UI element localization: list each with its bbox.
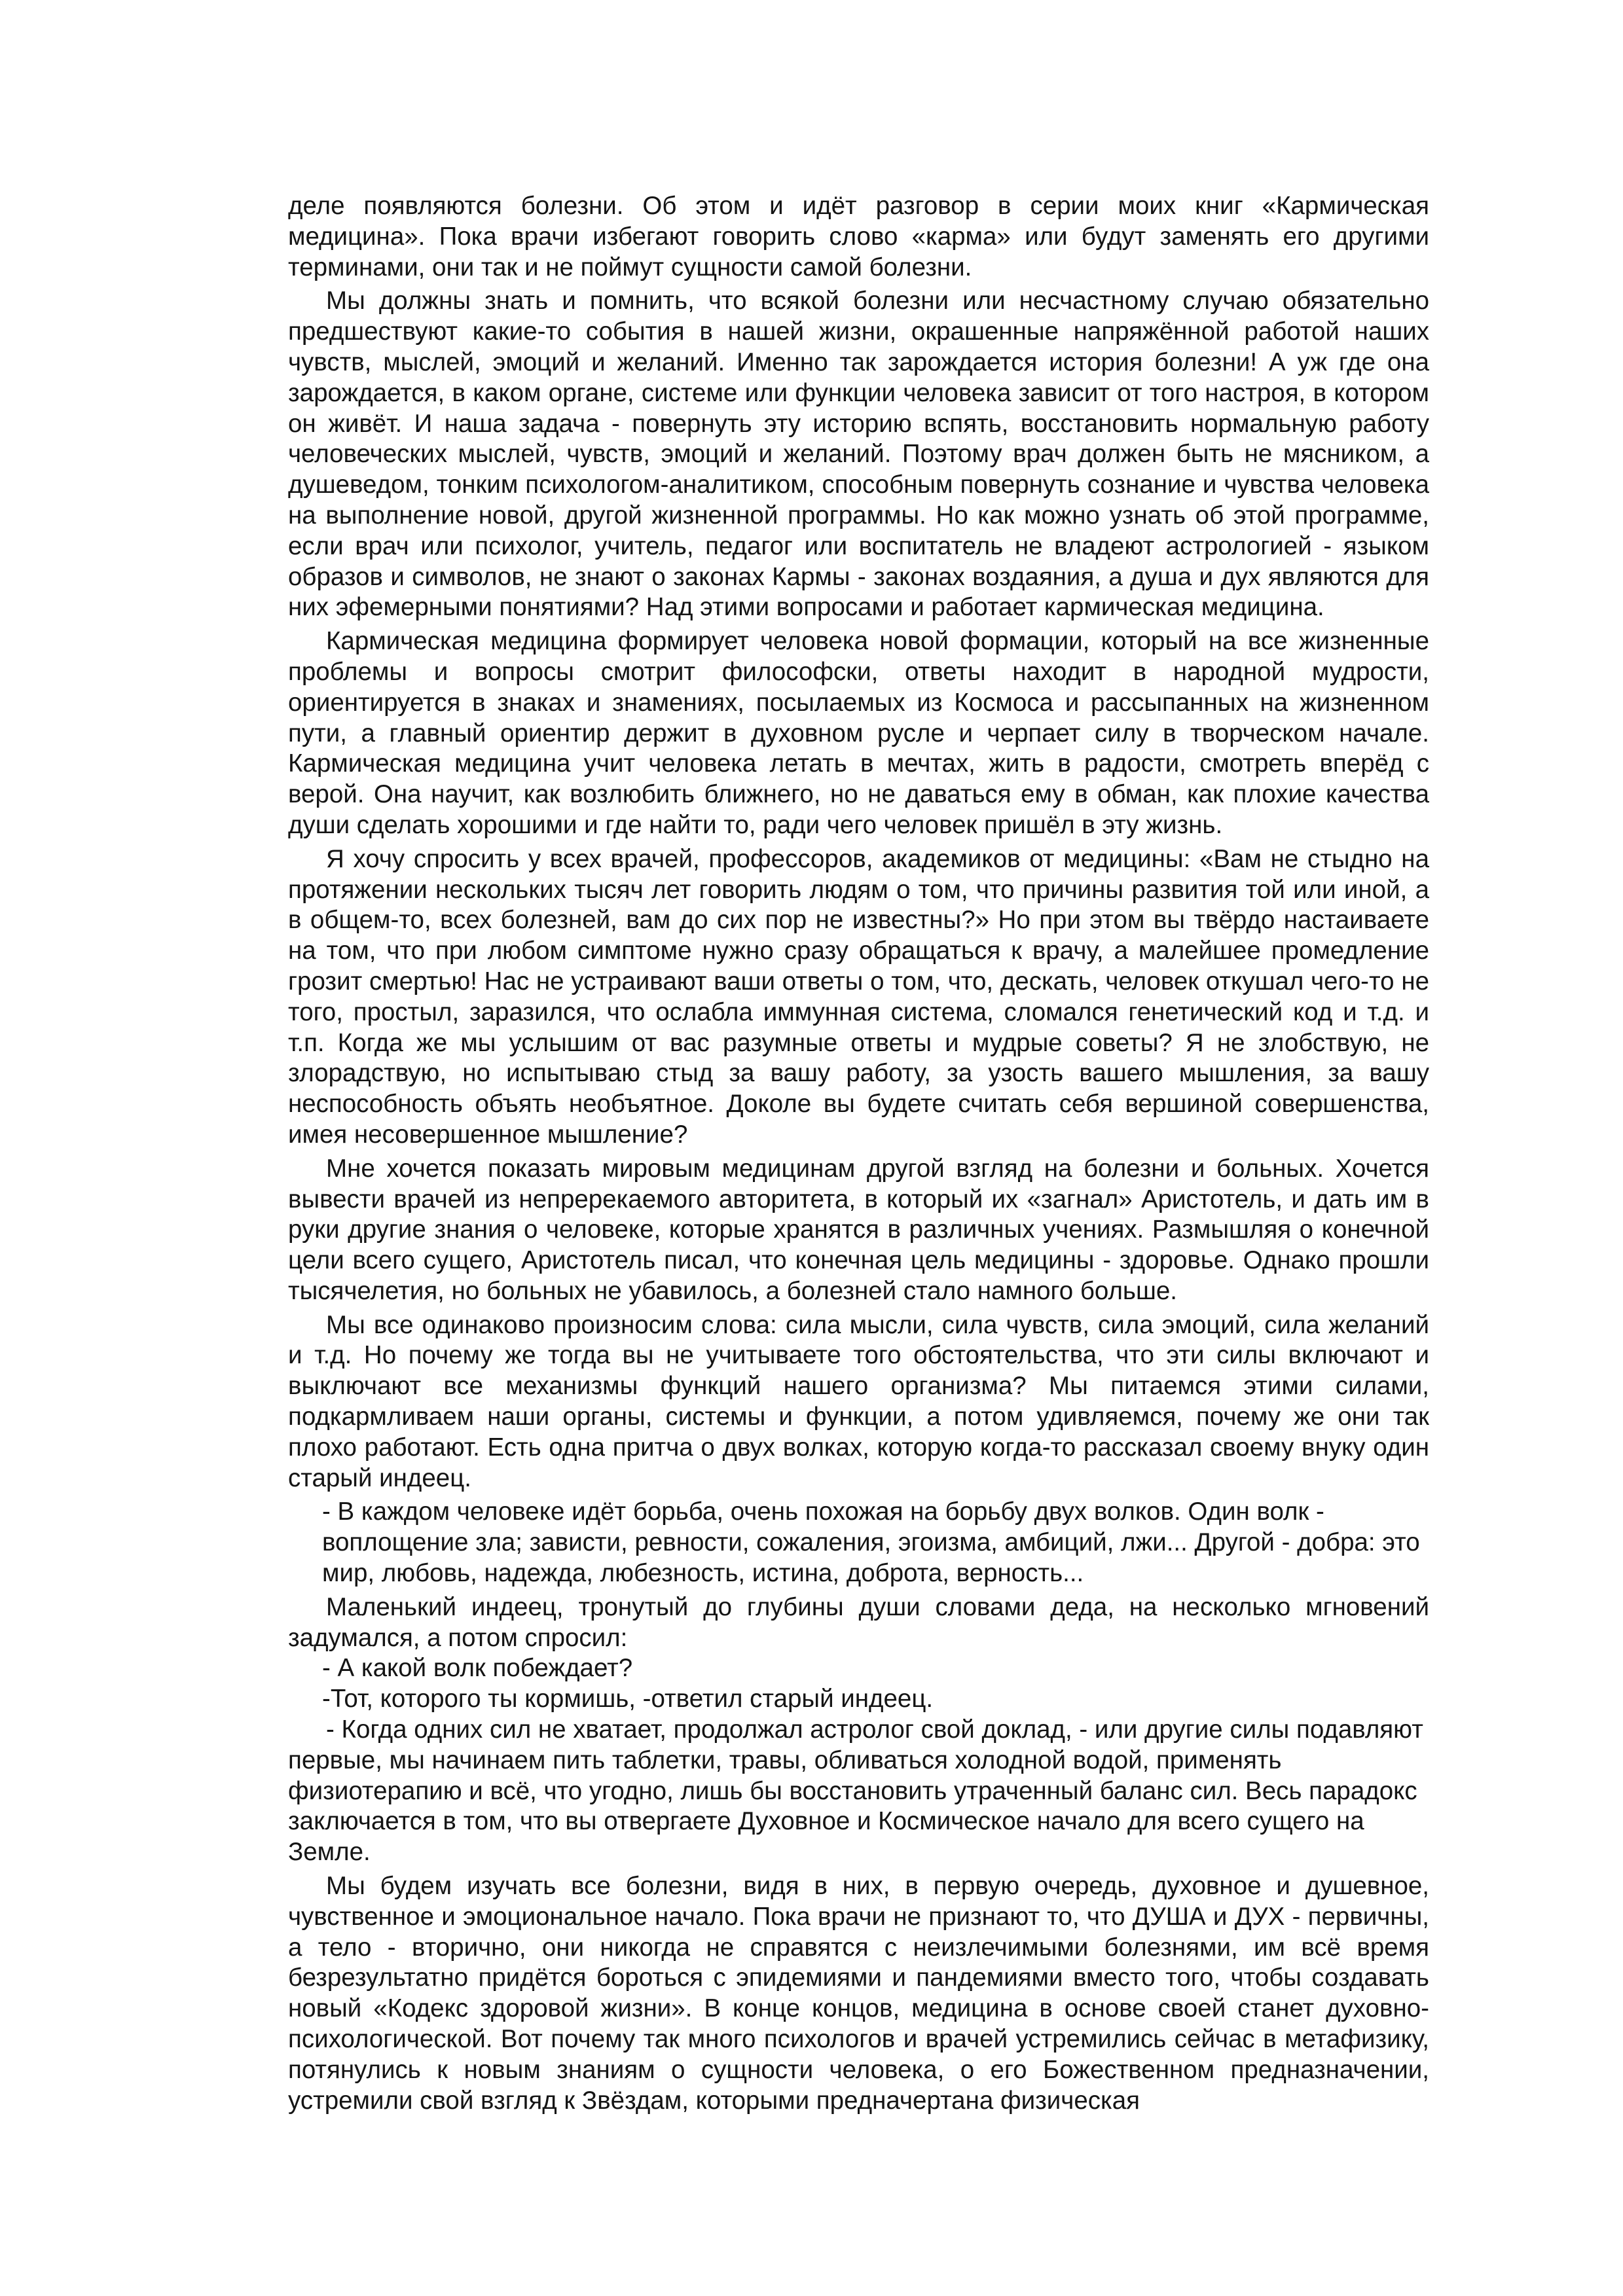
dialog-line-question: - А какой волк побеждает? xyxy=(322,1654,633,1683)
paragraph-new-formation: Кармическая медицина формирует человека новой формации, который на все жизненные проблемы и вопросы смотрит философски, ответы находит в народной мудрости, ориентируется в знаках и знамениях, посылаемых из Космоса и рассыпанных на жизненном пути, а главный ориентир держит в духовном русле и черпает силу в творческом начале. Кармическая медицина учит человека летать в мечтах, жить в радости, смотреть вперёд с верой. Она научит, как возлюбить ближнего, но не даваться ему в обман, как плохие качества души сделать хорошими и где найти то, ради чего человек пришёл в эту жизнь. xyxy=(288,627,1429,839)
parable-narration: Маленький индеец, тронутый до глубины души словами деда, на несколько мгновений задумался, а потом спросил: xyxy=(288,1592,1429,1652)
document-page xyxy=(288,191,1429,2116)
paragraph-karmic-medicine-intro: деле появляются болезни. Об этом и идёт разговор в серии моих книг «Кармическая медицина». Пока врачи избегают говорить слово «карма» или будут заменять его другими терминами, они так и не поймут сущности самой болезни. xyxy=(288,192,1429,281)
paragraph-final: Мы будем изучать все болезни, видя в них, в первую очередь, духовное и душевное, чувственное и эмоциональное начало. Пока врачи не признают то, что ДУША и ДУХ - первичны, а тело - вторично, они никогда не справятся с неизлечимыми болезнями, им всё время безрезультатно придётся бороться с эпидемиями и пандемиями вместо того, чтобы создавать новый «Кодекс здоровой жизни». В конце концов, медицина в основе своей станет духовно-психологической. Вот почему так много психологов и врачей устремились сейчас в метафизику, потянулись к новым знаниям о сущности человека, о его Божественном предназначении, устремили свой взгляд к Звёздам, которыми предначертана физическая xyxy=(288,1872,1429,2115)
paragraph-question-to-doctors: Я хочу спросить у всех врачей, профессоров, академиков от медицины: «Вам не стыдно на протяжении нескольких тысяч лет говорить людям о том, что причины развития той или иной, а в общем-то, всех болезней, вам до сих пор не известны?» Но при этом вы твёрдо настаиваете на том, что при любом симптоме нужно сразу обращаться к врачу, а малейшее промедление грозит смертью! Нас не устраивают ваши ответы о том, что, дескать, человек откушал чего-то не того, простыл, заразился, что ослабла иммунная система, сломался генетический код и т.д. и т.п. Когда же мы услышим от вас разумные ответы и мудрые советы? Я не злобствую, не злорадствую, но испытываю стыд за вашу работу, за узость вашего мышления, за вашу неспособность объять необъятное. Доколе вы будете считать себя вершиной совершенства, имея несовершенное мышление? xyxy=(288,844,1429,1149)
parable-quote: - В каждом человеке идёт борьба, очень похожая на борьбу двух волков. Один волк - воплощение зла; зависти, ревности, сожаления, эгоизма, амбиций, лжи... Другой - добра: это мир, любовь, надежда, любезность, истина, доброта, верность... xyxy=(322,1498,1420,1588)
dialog-line-answer: -Тот, которого ты кормишь, -ответил старый индеец. xyxy=(322,1685,934,1713)
paragraph-illness-history: Мы должны знать и помнить, что всякой болезни или несчастному случаю обязательно предшествуют какие-то события в нашей жизни, окрашенные напряжённой работой наших чувств, мыслей, эмоций и желаний. Именно так зарождается история болезни! А уж где она зарождается, в каком органе, системе или функции человека зависит от того настроя, в котором он живёт. И наша задача - повернуть эту историю вспять, восстановить нормальную работу человеческих мыслей, чувств, эмоций и желаний. Поэтому врач должен быть не мясником, а душеведом, тонким психологом-аналитиком, способным повернуть сознание и чувства человека на выполнение новой, другой жизненной программы. Но как можно узнать об этой программе, если врач или психолог, учитель, педагог или воспитатель не владеют астрологией - языком образов и символов, не знают о законах Кармы - законах воздаяния, а душа и дух являются для них эфемерными понятиями? Над этими вопросами и работает кармическая медицина. xyxy=(288,287,1429,622)
paragraph-aristotle: Мне хочется показать мировым медицинам другой взгляд на болезни и больных. Хочется вывести врачей из непререкаемого авторитета, в который их «загнал» Аристотель, и дать им в руки другие знания о человеке, которые хранятся в различных учениях. Размышляя о конечной цели всего сущего, Аристотель писал, что конечная цель медицины - здоровье. Однако прошли тысячелетия, но больных не убавилось, а болезней стало намного больше. xyxy=(288,1154,1429,1305)
paragraph-continuation: - Когда одних сил не хватает, продолжал астролог свой доклад, - или другие силы подавляют первые, мы начинаем пить таблетки, травы, обливаться холодной водой, применять физиотерапию и всё, что угодно, лишь бы восстановить утраченный баланс сил. Весь парадокс заключается в том, что вы отвергаете Духовное и Космическое начало для всего сущего на Земле. xyxy=(288,1715,1423,1867)
paragraph-forces: Мы все одинаково произносим слова: сила мысли, сила чувств, сила эмоций, сила желаний и т.д. Но почему же тогда вы не учитываете того обстоятельства, что эти силы включают и выключают все механизмы функций нашего организма? Мы питаемся этими силами, подкармливаем наши органы, системы и функции, а потом удивляемся, почему же они так плохо работают. Есть одна притча о двух волках, которую когда-то рассказал своему внуку один старый индеец. xyxy=(288,1310,1429,1492)
